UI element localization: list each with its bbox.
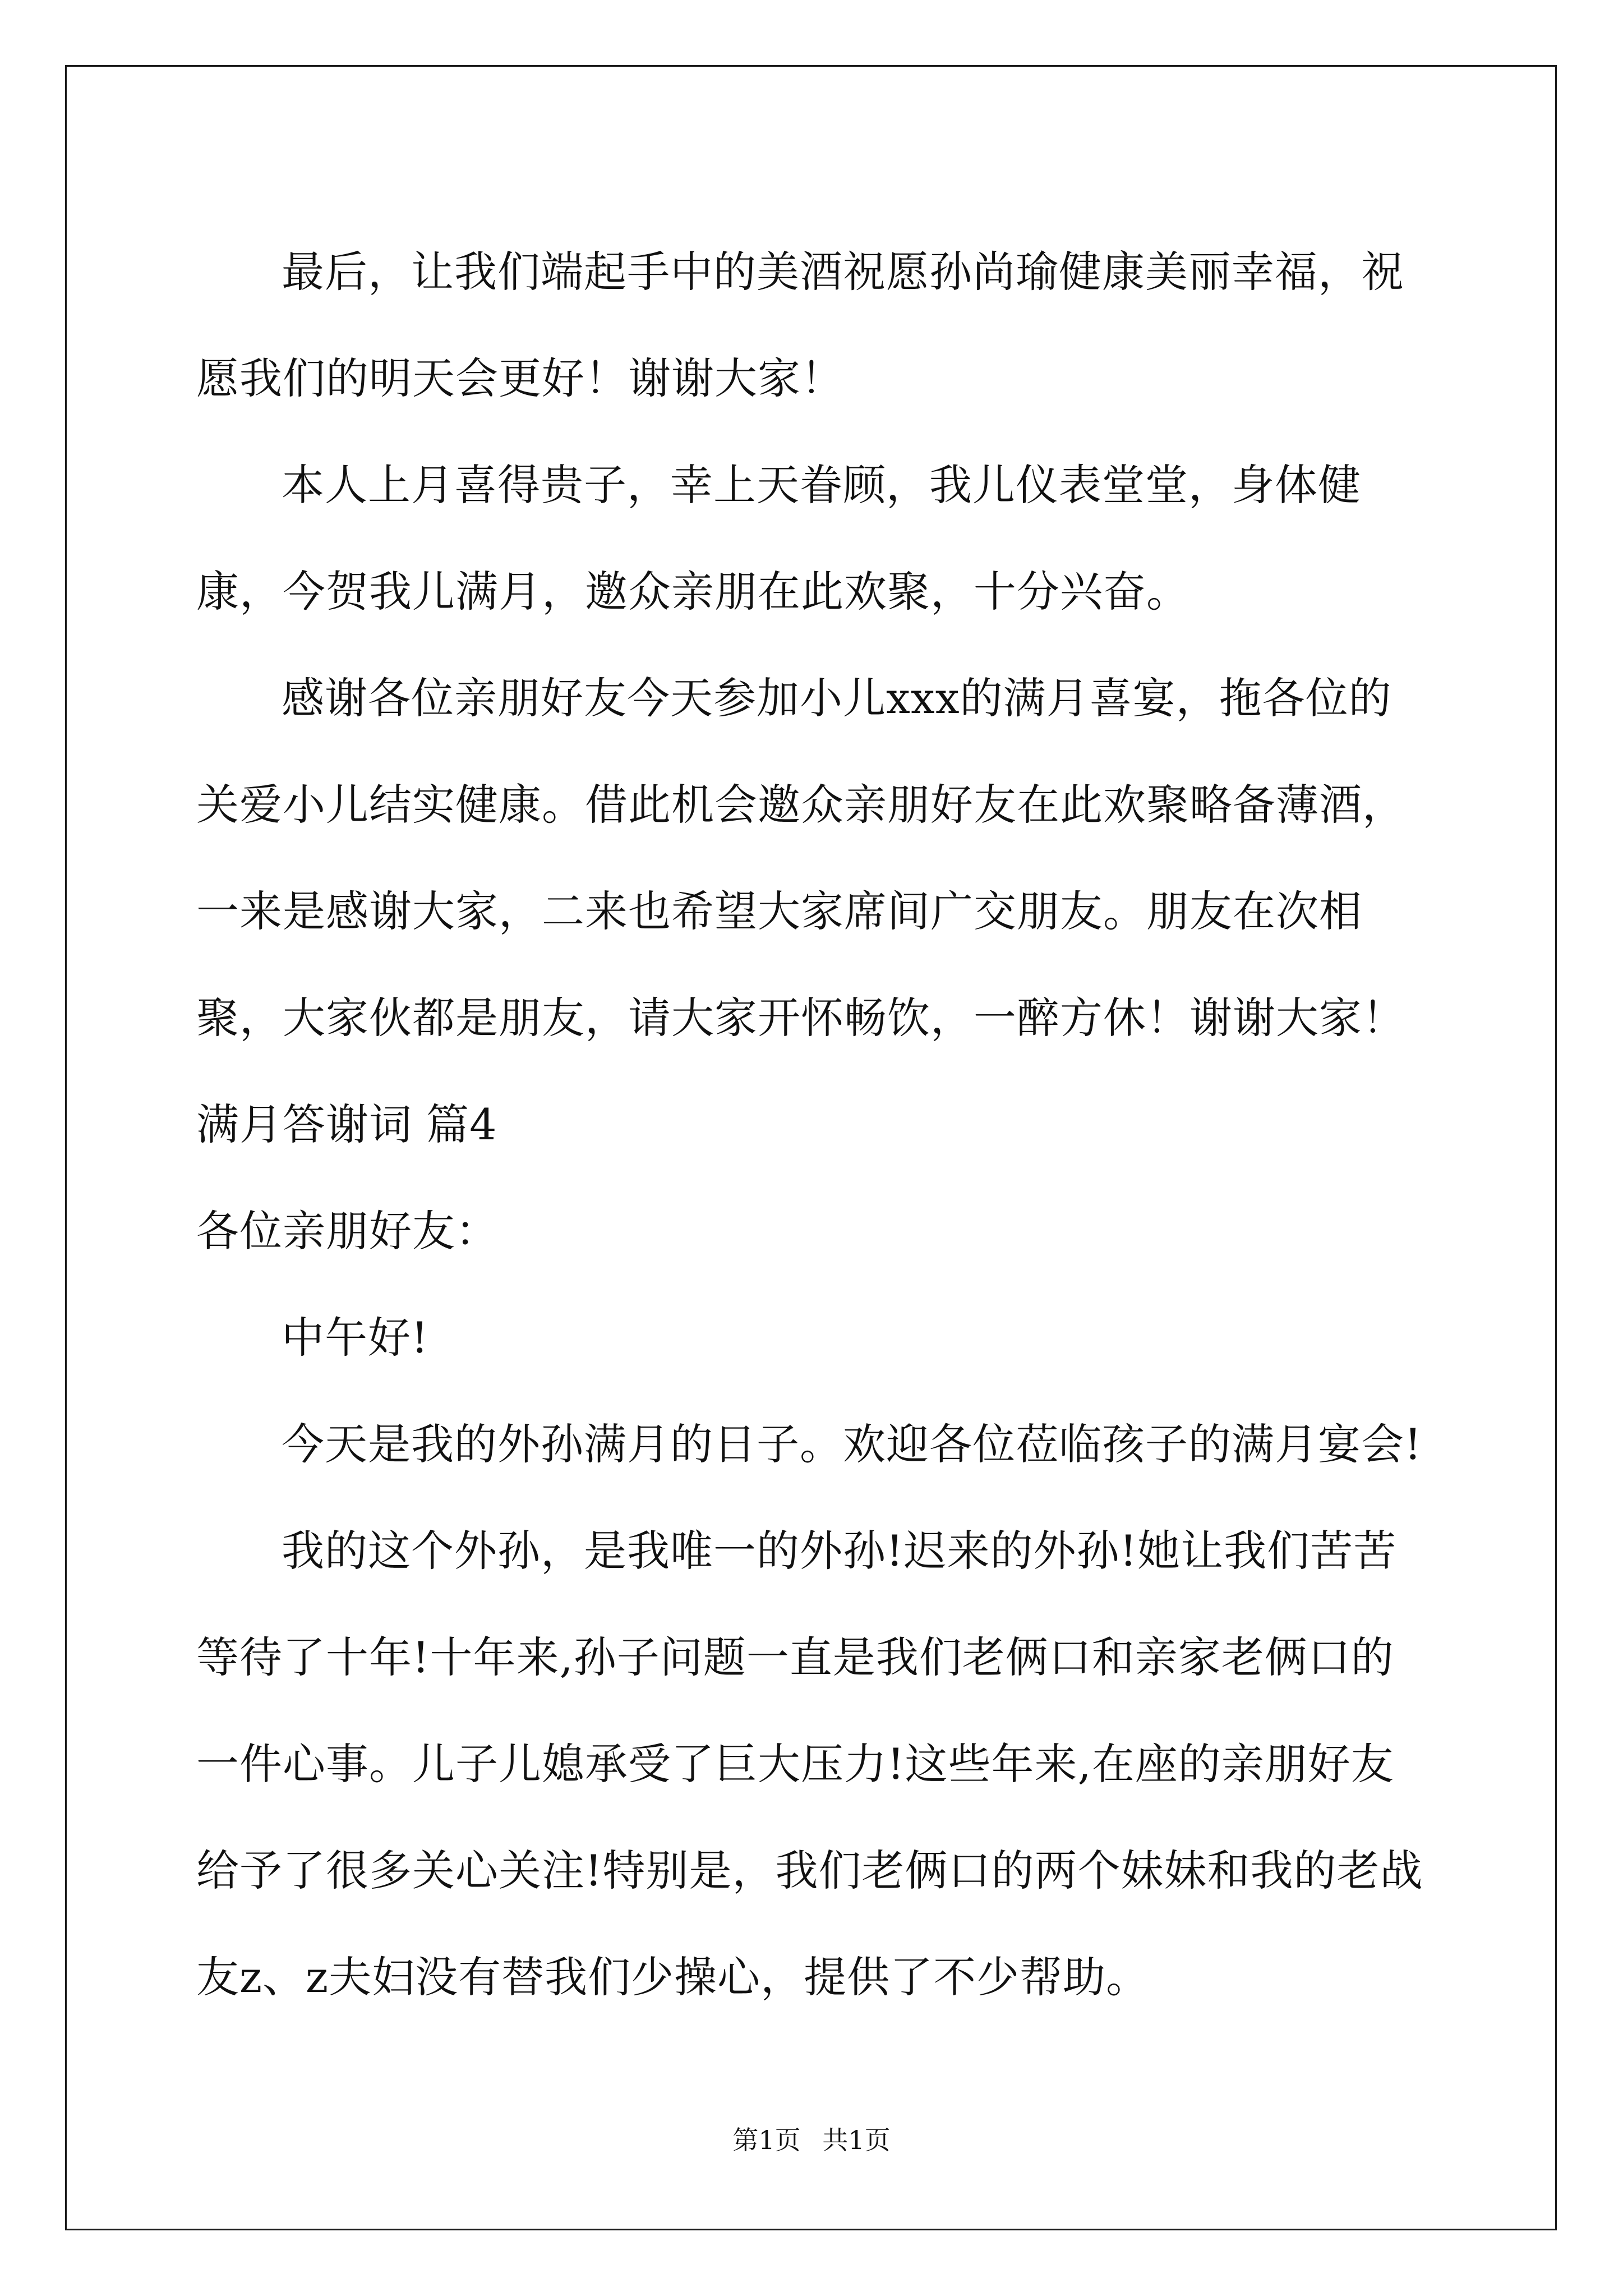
section-heading: 满月答谢词 篇4	[196, 1099, 497, 1149]
greeting: 中午好!	[282, 1313, 429, 1363]
paragraph-son-full-moon: 本人上月喜得贵子，幸上天眷顾，我儿仪表堂堂，身体健康，今贺我儿满月，邀众亲朋在此欢聚，十分兴奋。	[196, 460, 1361, 616]
document-body	[196, 219, 1430, 2031]
paragraph-closing-toast: 最后，让我们端起手中的美酒祝愿孙尚瑜健康美丽幸福，祝愿我们的明天会更好！谢谢大家！	[196, 247, 1404, 403]
paragraph-thanks-guests: 感谢各位亲朋好友今天参加小儿xxx的满月喜宴，拖各位的关爱小儿结实健康。借此机会邀众亲朋好友在此欢聚略备薄酒，一来是感谢大家，二来也希望大家席间广交朋友。朋友在次相聚，大家伙都是朋友，请大家开怀畅饮，一醉方休！谢谢大家！	[196, 673, 1405, 1043]
page-number: 第1页	[732, 2125, 801, 2155]
page-footer	[0, 2123, 1623, 2157]
paragraph-welcome: 今天是我的外孙满月的日子。欢迎各位莅临孩子的满月宴会!	[282, 1419, 1422, 1469]
salutation: 各位亲朋好友：	[196, 1206, 499, 1256]
paragraph-grandson: 我的这个外孙，是我唯一的外孙!迟来的外孙!她让我们苦苦等待了十年!十年来,孙子问题一直是我们老俩口和亲家老俩口的一件心事。儿子儿媳承受了巨大压力!这些年来,在座的亲朋好友给予了很多关心关注!特别是，我们老俩口的两个妹妹和我的老战友z、z夫妇没有替我们少操心，提供了不少帮助。	[196, 1526, 1423, 2002]
page-total: 共1页	[822, 2125, 891, 2155]
